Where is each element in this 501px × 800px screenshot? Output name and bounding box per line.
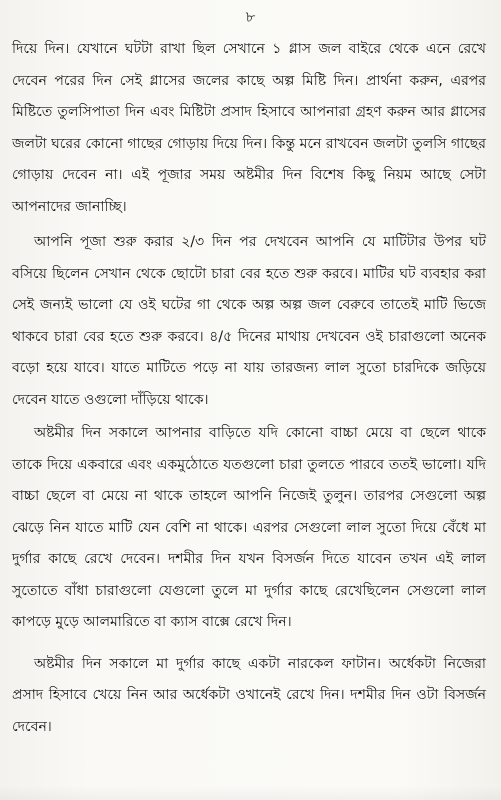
page-number: ৮ <box>245 8 256 26</box>
paragraph-3: অষ্টমীর দিন সকালে আপনার বাড়িতে যদি কোনো বাচ্চা মেয়ে বা ছেলে থাকে তাকে দিয়ে একবারে এবং একমুঠোতে যতগুলো চারা তুলতে পারবে ততই ভালো। যদি বাচ্চা ছেলে বা মেয়ে না থাকে তাহলে আপনি নিজেই তুলুন। তারপর সেগুলো অল্প ঝেড়ে নিন যাতে মাটি যেন বেশি না থাকে। এরপর সেগুলো লাল সুতো দিয়ে বেঁধে মা দুর্গার কাছে রেখে দেবেন। দশমীর দিন যখন বিসর্জন দিতে যাবেন তখন এই লাল সুতোতে বাঁধা চারাগুলো যেগুলো তুলে মা দুর্গার কাছে রেখেছিলেন সেগুলো লাল কাপড়ে মুড়ে আলমারিতে বা ক্যাস বাক্সে রেখে দিন। <box>12 425 486 630</box>
paragraph-1: দিয়ে দিন। যেখানে ঘটটা রাখা ছিল সেখানে ১ গ্লাস জল বাইরে থেকে এনে রেখে দেবেন পরের দিন সেই গ্লাসের জলের কাছে অল্প মিষ্টি দিন। প্রার্থনা করুন, এরপর মিষ্টিতে তুলসিপাতা দিন এবং মিষ্টিটা প্রসাদ হিসাবে আপনারা গ্রহণ করুন আর গ্লাসের জলটা ঘরের কোনো গাছের গোড়ায় দিয়ে দিন। কিন্তু মনে রাখবেন জলটা তুলসি গাছের গোড়ায় দেবেন না। এই পূজার সময় অষ্টমীর দিন বিশেষ কিছু নিয়ম আছে সেটা আপনাদের জানাচ্ছি। <box>12 41 486 215</box>
paragraph-4: অষ্টমীর দিন সকালে মা দুর্গার কাছে একটা নারকেল ফাটান। অর্ধেকটা নিজেরা প্রসাদ হিসাবে খেয়ে নিন আর অর্ধেকটা ওখানেই রেখে দিন। দশমীর দিন ওটা বিসর্জন দেবেন। <box>12 655 486 735</box>
page-bottom-shadow <box>0 786 501 800</box>
paragraph-2: আপনি পূজা শুরু করার ২/৩ দিন পর দেখবেন আপনি যে মাটিটার উপর ঘট বসিয়ে ছিলেন সেখান থেকে ছোটো চারা বের হতে শুরু করবে। মাটির ঘট ব্যবহার করা সেই জন্যই ভালো যে ওই ঘটের গা থেকে অল্প অল্প জল বেরুবে তাতেই মাটি ভিজে থাকবে চারা বের হতে শুরু করবে। ৪/৫ দিনের মাথায় দেখবেন ওই চারাগুলো অনেক বড়ো হয়ে যাবে। যাতে মাটিতে পড়ে না যায় তারজন্য লাল সুতো চারদিকে জড়িয়ে দেবেন যাতে ওগুলো দাঁড়িয়ে থাকে। <box>12 234 486 408</box>
page-body-text <box>12 34 486 743</box>
